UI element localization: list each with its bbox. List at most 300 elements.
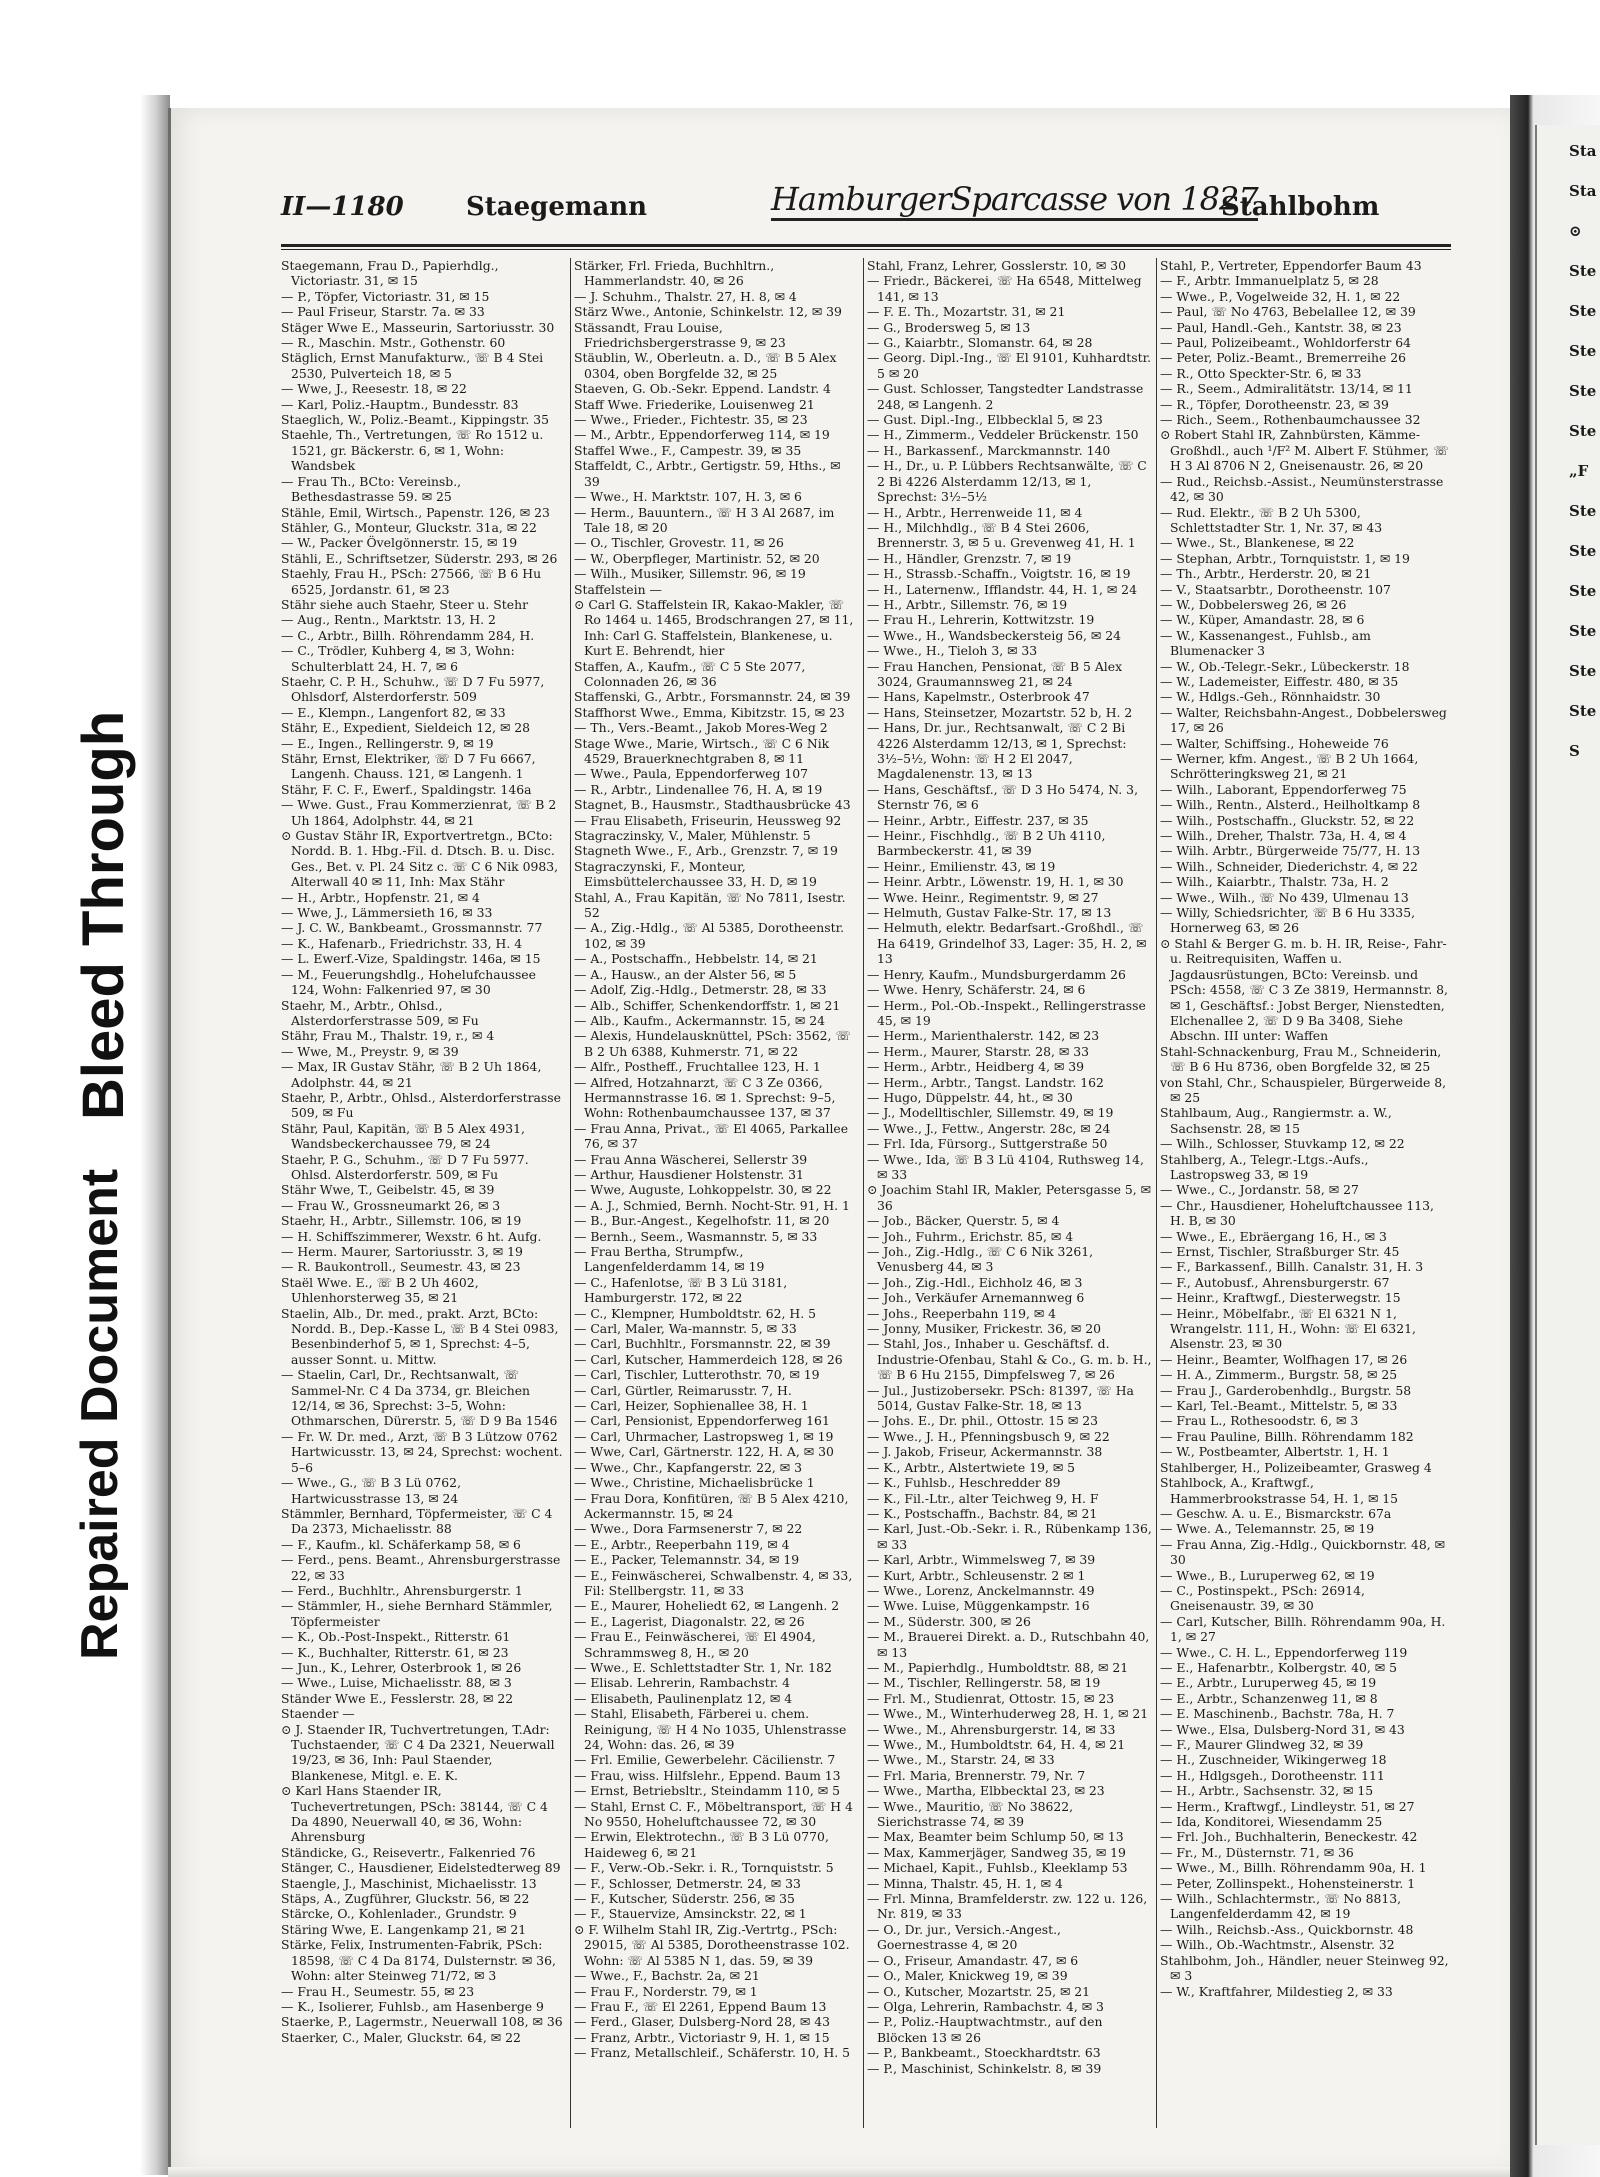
directory-entry: — Wwe., Mauritio, ☏ No 38622, Sierichstrasse 74, ✉ 39 — [867, 1798, 1074, 1830]
directory-entry: — G., Kaiarbtr., Slomanstr. 64, ✉ 28 — [867, 335, 1093, 351]
directory-entry: Staffenski, G., Arbtr., Forsmannstr. 24, ✉ 39 — [574, 689, 851, 705]
directory-entry: Stähr, E., Expedient, Sieldeich 12, ✉ 28 — [281, 720, 531, 736]
directory-entry: — Carl, Uhrmacher, Lastropsweg 1, ✉ 19 — [574, 1428, 834, 1444]
directory-entry: — Bernh., Seem., Wasmannstr. 5, ✉ 33 — [574, 1228, 818, 1244]
directory-entry: — P., Töpfer, Victoriastr. 31, ✉ 15 — [281, 288, 490, 304]
directory-entry: — Wwe. A., Telemannstr. 25, ✉ 19 — [1160, 1521, 1375, 1537]
directory-entry: — F., Schlosser, Detmerstr. 24, ✉ 33 — [574, 1875, 801, 1891]
directory-entry: — Th., Vers.-Beamt., Jakob Mores-Weg 2 — [574, 720, 828, 736]
directory-entry: — Fr., M., Düsternstr. 71, ✉ 36 — [1160, 1844, 1354, 1860]
directory-entry: — Jun., K., Lehrer, Osterbrook 1, ✉ 26 — [281, 1659, 522, 1675]
directory-entry: — A., Postschaffn., Hebbelstr. 14, ✉ 21 — [574, 951, 818, 967]
directory-entry: — W., Kraftfahrer, Mildestieg 2, ✉ 33 — [1160, 1983, 1393, 1999]
directory-entry: Stähr, Paul, Kapitän, ☏ B 5 Alex 4931, Wandsbeckerchaussee 79, ✉ 24 — [281, 1120, 525, 1152]
directory-entry: — Wwe. Luise, Müggenkampstr. 16 — [867, 1598, 1090, 1614]
directory-entry: Staeven, G. Ob.-Sekr. Eppend. Landstr. 4 — [574, 381, 831, 397]
directory-entry: — O., Friseur, Amandastr. 47, ✉ 6 — [867, 1952, 1079, 1968]
directory-entry: — Wilh., Schlosser, Stuvkamp 12, ✉ 22 — [1160, 1136, 1405, 1152]
directory-entry: — Hans, Steinsetzer, Mozartstr. 52 b, H. 2 — [867, 704, 1133, 720]
directory-entry: — W., Postbeamter, Albertstr. 1, H. 1 — [1160, 1444, 1390, 1460]
directory-entry: — W., Kassenangest., Fuhlsb., am Blumenacker 3 — [1160, 627, 1371, 659]
directory-entry: — Wwe., B., Luruperweg 62, ✉ 19 — [1160, 1567, 1375, 1583]
directory-entry: — Frau F., ☏ El 2261, Eppend Baum 13 — [574, 1998, 827, 2014]
directory-entry: — Wwe, J., Reesestr. 18, ✉ 22 — [281, 381, 467, 397]
directory-entry: — Chr., Hausdiener, Hoheluftchaussee 113, H. B, ✉ 30 — [1160, 1197, 1434, 1229]
directory-entry: Staehr, P., Arbtr., Ohlsd., Alsterdorferstrasse 509, ✉ Fu — [281, 1089, 561, 1121]
directory-entry: — Helmuth, Gustav Falke-Str. 17, ✉ 13 — [867, 905, 1112, 921]
directory-entry: Stagraczinsky, V., Maler, Mühlenstr. 5 — [574, 828, 811, 844]
directory-entry: — Joh., Fuhrm., Erichstr. 85, ✉ 4 — [867, 1228, 1074, 1244]
directory-entry: — Peter, Zollinspekt., Hohensteinerstr. 1 — [1160, 1875, 1416, 1891]
directory-entry: — Carl, Gürtler, Reimarusstr. 7, H. — [574, 1382, 792, 1398]
directory-entry: Stämmler, Bernhard, Töpfermeister, ☏ C 4 Da 2373, Michaelisstr. 88 — [281, 1505, 553, 1537]
directory-entry: — E., Feinwäscherei, Schwalbenstr. 4, ✉ 33, Fil: Stellbergstr. 11, ✉ 33 — [574, 1567, 853, 1598]
directory-entry: Staehr, H., Arbtr., Sillemstr. 106, ✉ 19 — [281, 1213, 522, 1229]
directory-entry: — Herm., Arbtr., Heidberg 4, ✉ 39 — [867, 1059, 1085, 1075]
directory-entry: — W., Ob.-Telegr.-Sekr., Lübeckerstr. 18 — [1160, 658, 1410, 674]
directory-entry: — Heinr., Fischhdlg., ☏ B 2 Uh 4110, Barmbeckerstr. 41, ✉ 39 — [867, 828, 1106, 859]
column-3 — [867, 258, 1152, 2133]
directory-entry: — Wilh., Ob.-Wachtmstr., Alsenstr. 32 — [1160, 1937, 1395, 1953]
directory-entry: — Ferd., Buchhltr., Ahrensburgerstr. 1 — [281, 1582, 523, 1598]
header-right-word: Stahlbohm — [1221, 192, 1380, 222]
directory-entry: — W., Hdlgs.-Geh., Rönnhaidstr. 30 — [1160, 689, 1381, 705]
directory-entry: — Hans, Dr. jur., Rechtsanwalt, ☏ C 2 Bi 4226 Alsterdamm 12/13, ✉ 1, Sprechst: 3½–5½, Wohn: ☏ H 2 El 2047, Magdalenenstr. 13, ✉ 13 — [867, 720, 1127, 782]
directory-entry: — E. Maschinenb., Bachstr. 78a, H. 7 — [1160, 1706, 1395, 1722]
directory-entry: — Wwe., M., Billh. Röhrendamm 90a, H. 1 — [1160, 1860, 1427, 1876]
directory-entry: — Carl, Heizer, Sophienallee 38, H. 1 — [574, 1398, 809, 1414]
directory-entry: Stagnet, B., Hausmstr., Stadthausbrücke 43 — [574, 797, 851, 813]
directory-entry: — Wwe., F., Bachstr. 2a, ✉ 21 — [574, 1968, 760, 1984]
directory-entry: — H., Arbtr., Sillemstr. 76, ✉ 19 — [867, 596, 1068, 612]
header-brand-logo: HamburgerSparcasse von 1827 — [771, 180, 1258, 221]
directory-entry: — O., Dr. jur., Versich.-Angest., Goernestrasse 4, ✉ 20 — [867, 1921, 1061, 1953]
directory-entry: — R., Otto Speckter-Str. 6, ✉ 33 — [1160, 365, 1362, 381]
directory-entry: — Minna, Thalstr. 45, H. 1, ✉ 4 — [867, 1875, 1063, 1891]
directory-entry: — Heinr., Arbtr., Eiffestr. 237, ✉ 35 — [867, 812, 1089, 828]
directory-entry: — Paul, Handl.-Geh., Kantstr. 38, ✉ 23 — [1160, 319, 1402, 335]
directory-entry: — Frau H., Seumestr. 55, ✉ 23 — [281, 1983, 475, 1999]
directory-entry: — Ernst, Tischler, Straßburger Str. 45 — [1160, 1244, 1400, 1259]
directory-entry: Stähler, G., Monteur, Gluckstr. 31a, ✉ 22 — [281, 519, 537, 535]
directory-entry: — Henry, Kaufm., Mundsburgerdamm 26 — [867, 966, 1126, 982]
directory-entry: — H., Händler, Grenzstr. 7, ✉ 19 — [867, 550, 1072, 566]
directory-entry: Staehly, Frau H., PSch: 27566, ☏ B 6 Hu 6525, Jordanstr. 61, ✉ 23 — [281, 566, 542, 597]
directory-entry: Stähr Wwe, T., Geibelstr. 45, ✉ 39 — [281, 1182, 495, 1198]
directory-entry: — Ferd., Glaser, Dulsberg-Nord 28, ✉ 43 — [574, 2014, 830, 2030]
directory-entry: — C., Trödler, Kuhberg 4, ✉ 3, Wohn: Schulterblatt 24, H. 7, ✉ 6 — [281, 643, 515, 674]
directory-entry: — Georg. Dipl.-Ing., ☏ El 9101, Kuhhardtstr. 5 ✉ 20 — [867, 350, 1152, 381]
directory-entry: Staffel Wwe., F., Campestr. 39, ✉ 35 — [574, 442, 802, 458]
directory-entry: — A. J., Schmied, Bernh. Nocht-Str. 91, H. 1 — [574, 1197, 850, 1213]
directory-entry: ⊙ Carl G. Staffelstein IR, Kakao-Makler, ☏ Ro 1464 u. 1465, Brodschrangen 27, ✉ 11, Inh: Carl G. Staffelstein, Blankenese, u. Kurt E. Behrendt, hier — [574, 596, 854, 659]
directory-entry: — Wwe., Luise, Michaelisstr. 88, ✉ 3 — [281, 1675, 512, 1691]
directory-entry: — A., Hausw., an der Alster 56, ✉ 5 — [574, 966, 797, 982]
directory-entry: Staehr, C. P. H., Schuhw., ☏ D 7 Fu 5977, Ohlsdorf, Alsterdorferstr. 509 — [281, 673, 545, 705]
directory-entry: — Wilh., Reichsb.-Ass., Quickbornstr. 48 — [1160, 1921, 1414, 1937]
directory-entry: — Willy, Schiedsrichter, ☏ B 6 Hu 3335, Hornerweg 63, ✉ 26 — [1160, 905, 1416, 936]
directory-entry: — Frau F., Norderstr. 79, ✉ 1 — [574, 1983, 758, 1999]
directory-entry: — Wwe., Christine, Michaelisbrücke 1 — [574, 1475, 815, 1491]
directory-entry: — Frau Pauline, Billh. Röhrendamm 182 — [1160, 1428, 1414, 1444]
directory-entry: Staff Wwe. Friederike, Louisenweg 21 — [574, 396, 815, 412]
directory-entry: Ständer Wwe E., Fesslerstr. 28, ✉ 22 — [281, 1690, 514, 1706]
directory-entry: — Herm., Kraftwgf., Lindleystr. 51, ✉ 27 — [1160, 1798, 1415, 1814]
directory-entry: Staehr, P. G., Schuhm., ☏ D 7 Fu 5977. Ohlsd. Alsterdorferstr. 509, ✉ Fu — [281, 1151, 529, 1182]
directory-entry: Staerker, C., Maler, Gluckstr. 64, ✉ 22 — [281, 2029, 521, 2045]
directory-entry: Stähr, Ernst, Elektriker, ☏ D 7 Fu 6667, Langenh. Chauss. 121, ✉ Langenh. 1 — [281, 751, 536, 782]
directory-entry: — Joh., Verkäufer Arnemannweg 6 — [867, 1290, 1085, 1306]
directory-entry: Stähr, F. C. F., Ewerf., Spaldingstr. 146a — [281, 781, 532, 797]
directory-entry: — Heinr., Kraftwgf., Diesterwegstr. 15 — [1160, 1290, 1401, 1306]
directory-entry: — Wilh. Arbtr., Bürgerweide 75/77, H. 13 — [1160, 843, 1421, 859]
directory-entry: — Herm., Pol.-Ob.-Inspekt., Rellingerstrasse 45, ✉ 19 — [867, 997, 1146, 1028]
directory-entry: — V., Staatsarbtr., Dorotheenstr. 107 — [1160, 581, 1391, 597]
directory-entry: — Herm. Maurer, Sartoriusstr. 3, ✉ 19 — [281, 1244, 523, 1259]
directory-entry: — Frau Bertha, Strumpfw., Langenfelderdamm 14, ✉ 19 — [574, 1244, 765, 1275]
directory-entry: — P., Poliz.-Hauptwachtmstr., auf den Blöcken 13 ✉ 26 — [867, 2014, 1103, 2045]
directory-entry: — Wwe., C. H. L., Eppendorferweg 119 — [1160, 1644, 1408, 1660]
column-separator — [1156, 258, 1157, 2128]
directory-entry: — M., Feuerungshdlg., Hohelufchaussee 124, Wohn: Falkenried 97, ✉ 30 — [281, 966, 536, 998]
directory-entry: — Frau Anna Wäscherei, Sellerstr 39 — [574, 1151, 808, 1167]
directory-entry: — H., Laternenw., Ifflandstr. 44, H. 1, ✉ 24 — [867, 581, 1137, 597]
directory-entry: — H., Strassb.-Schaffn., Voigtstr. 16, ✉ 19 — [867, 566, 1131, 582]
directory-entry: — F., Verw.-Ob.-Sekr. i. R., Tornquiststr. 5 — [574, 1860, 834, 1876]
column-separator — [863, 258, 864, 2128]
directory-entry: — M., Süderstr. 300, ✉ 26 — [867, 1613, 1031, 1629]
directory-entry: — Wilh., Schlachtermstr., ☏ No 8813, Langenfelderdamm 42, ✉ 19 — [1160, 1891, 1402, 1922]
directory-entry: — W., Oberpfleger, Martinistr. 52, ✉ 20 — [574, 550, 820, 566]
directory-entry: — R., Arbtr., Lindenallee 76, H. A, ✉ 19 — [574, 781, 823, 797]
directory-entry: — Stephan, Arbtr., Tornquiststr. 1, ✉ 19 — [1160, 550, 1410, 566]
directory-entry: — Paul, Polizeibeamt., Wohldorferstr 64 — [1160, 335, 1411, 351]
directory-entry: — Wilh., Rentn., Alsterd., Heilholtkamp 8 — [1160, 797, 1421, 813]
header-rule — [281, 244, 1451, 247]
directory-entry: — Wwe., C., Jordanstr. 58, ✉ 27 — [1160, 1182, 1359, 1198]
directory-entry: — J. Jakob, Friseur, Ackermannstr. 38 — [867, 1444, 1103, 1460]
directory-entry: — Kurt, Arbtr., Schleusenstr. 2 ✉ 1 — [867, 1567, 1086, 1583]
directory-entry: — H., Hdlgsgeh., Dorotheenstr. 111 — [1160, 1767, 1385, 1783]
directory-entry: — E., Arbtr., Luruperweg 45, ✉ 19 — [1160, 1675, 1377, 1691]
directory-entry: Staeglich, W., Poliz.-Beamt., Kippingstr. 35 — [281, 412, 549, 428]
directory-entry: — O., Kutscher, Mozartstr. 25, ✉ 21 — [867, 1983, 1091, 1999]
directory-entry: Stahlbohm, Joh., Händler, neuer Steinweg 92, ✉ 3 — [1160, 1952, 1449, 1984]
directory-entry: — H., Barkassenf., Marckmannstr. 140 — [867, 442, 1111, 458]
directory-entry: — Alb., Schiffer, Schenkendorffstr. 1, ✉ 21 — [574, 997, 841, 1013]
directory-entry: ⊙ Robert Stahl IR, Zahnbürsten, Kämme-Großhdl., auch ¹/F² M. Albert F. Stühmer, ☏ H 3 Al 8706 N 2, Gneisenaustr. 26, ✉ 20 — [1160, 427, 1449, 474]
directory-entry: Stahl, P., Vertreter, Eppendorfer Baum 43 — [1160, 258, 1422, 273]
directory-entry: — Wilh., Schneider, Diederichstr. 4, ✉ 22 — [1160, 858, 1418, 874]
directory-entry: — Wwe., J. H., Pfenningsbusch 9, ✉ 22 — [867, 1428, 1110, 1444]
directory-entry: — W., Küper, Amandastr. 28, ✉ 6 — [1160, 612, 1365, 628]
directory-entry: — M., Tischler, Rellingerstr. 58, ✉ 19 — [867, 1675, 1101, 1691]
directory-entry: — Jul., Justizobersekr. PSch: 81397, ☏ Ha 5014, Gustav Falke-Str. 18, ✉ 13 — [867, 1382, 1134, 1414]
directory-entry: — Wwe., G., ☏ B 3 Lü 0762, Hartwicusstrasse 13, ✉ 24 — [281, 1475, 462, 1506]
directory-entry: — Heinr., Möbelfabr., ☏ El 6321 N 1, Wrangelstr. 111, H., Wohn: ☏ El 6321, Alsenstr. 23, ✉ 30 — [1160, 1305, 1416, 1352]
directory-entry: — J., Modelltischler, Sillemstr. 49, ✉ 19 — [867, 1105, 1114, 1121]
directory-entry: — H., Zuschneider, Wikingerweg 18 — [1160, 1752, 1387, 1768]
directory-entry: Stagraczynski, F., Monteur, Eimsbüttelerchaussee 33, H. D, ✉ 19 — [574, 858, 817, 890]
directory-entry: — H. A., Zimmerm., Burgstr. 58, ✉ 25 — [1160, 1367, 1398, 1383]
scan-edge — [140, 95, 170, 2175]
directory-entry: — Wwe., Elsa, Dulsberg-Nord 31, ✉ 43 — [1160, 1721, 1405, 1737]
directory-entry: — Hans, Kapelmstr., Osterbrook 47 — [867, 689, 1090, 705]
column-separator — [570, 258, 571, 2128]
directory-entry: — H., Dr., u. P. Lübbers Rechtsanwälte, ☏ C 2 Bi 4226 Alsterdamm 12/13, ✉ 1, Sprechst: 3½–5½ — [867, 458, 1147, 505]
directory-entry: — H., Arbtr., Hopfenstr. 21, ✉ 4 — [281, 889, 480, 905]
directory-entry: — Fr. W. Dr. med., Arzt, ☏ B 3 Lützow 0762 Hartwicusstr. 13, ✉ 24, Sprechst: wochent. 5–6 — [281, 1428, 563, 1475]
directory-entry: Staegemann, Frau D., Papierhdlg., Victoriastr. 31, ✉ 15 — [281, 258, 499, 289]
directory-entry: — Frau Anna, Privat., ☏ El 4065, Parkallee 76, ✉ 37 — [574, 1120, 849, 1152]
directory-entry: ⊙ F. Wilhelm Stahl IR, Zig.-Vertrtg., PSch: 29015, ☏ Al 5385, Dorotheenstrasse 102. Wohn: ☏ Al 5385 N 1, das. 59, ✉ 39 — [574, 1921, 850, 1968]
directory-entry: — Heinr., Emilienstr. 43, ✉ 19 — [867, 858, 1056, 874]
directory-entry: — Wwe., Paula, Eppendorferweg 107 — [574, 766, 809, 782]
directory-entry: — Werner, kfm. Angest., ☏ B 2 Uh 1664, Schrötteringksweg 21, ✉ 21 — [1160, 751, 1419, 782]
directory-entry: — R., Maschin. Mstr., Gothenstr. 60 — [281, 335, 506, 351]
directory-entry: — E., Maurer, Hoheliedt 62, ✉ Langenh. 2 — [574, 1598, 840, 1614]
directory-entry: — E., Lagerist, Diagonalstr. 22, ✉ 26 — [574, 1613, 805, 1629]
directory-entry: — Friedr., Bäckerei, ☏ Ha 6548, Mittelweg 141, ✉ 13 — [867, 273, 1142, 304]
directory-entry: — Frau L., Rothesoodstr. 6, ✉ 3 — [1160, 1413, 1359, 1429]
directory-entry: Staffeldt, C., Arbtr., Gertigstr. 59, Hths., ✉ 39 — [574, 458, 841, 489]
directory-entry: — Frau H., Lehrerin, Kottwitzstr. 19 — [867, 612, 1095, 628]
directory-entry: Stärcke, O., Kohlenlader., Grundstr. 9 — [281, 1906, 517, 1922]
directory-entry: — Frau Dora, Konfitüren, ☏ B 5 Alex 4210, Ackermannstr. 15, ✉ 24 — [574, 1490, 849, 1521]
directory-entry: — E., Hafenarbtr., Kolbergstr. 40, ✉ 5 — [1160, 1659, 1397, 1675]
column-4 — [1160, 258, 1451, 2133]
directory-entry: — Wwe., M., Starstr. 24, ✉ 33 — [867, 1752, 1055, 1768]
directory-entry: — Herm., Arbtr., Tangst. Landstr. 162 — [867, 1074, 1104, 1090]
directory-entry: Stärz Wwe., Antonie, Schinkelstr. 12, ✉ 39 — [574, 304, 842, 320]
directory-entry: — Stämmler, H., siehe Bernhard Stämmler, Töpfermeister — [281, 1598, 553, 1629]
directory-entry: ⊙ Karl Hans Staender IR, Tuchevertretungen, PSch: 38144, ☏ C 4 Da 4890, Neuerwall 40, ✉ 36, Wohn: Ahrensburg — [281, 1783, 548, 1845]
directory-entry: — F., Arbtr. Immanuelplatz 5, ✉ 28 — [1160, 273, 1379, 289]
directory-entry: ⊙ Stahl & Berger G. m. b. H. IR, Reise-, Fahr- u. Reitrequisiten, Waffen u. Jagdausrüstungen, BCto: Vereinsb. und PSch: 4558, ☏ C 3 Ze 3819, Hermannstr. 8, ✉ 1, Geschäftsf.: Jobst Berger, Nienstedten, Elchenallee 2, ☏ D 9 Ba 3408, Siehe Abschn. III unter: Waffen — [1160, 935, 1448, 1044]
directory-entry: Stahl-Schnackenburg, Frau M., Schneiderin, ☏ B 6 Hu 8736, oben Borgfelde 32, ✉ 25 — [1160, 1043, 1442, 1075]
directory-entry: — Wilh., Laborant, Eppendorferweg 75 — [1160, 781, 1407, 797]
directory-entry: Stäublin, W., Oberleutn. a. D., ☏ B 5 Alex 0304, oben Borgfelde 32, ✉ 25 — [574, 350, 837, 381]
directory-entry: Stäring Wwe, E. Langenkamp 21, ✉ 21 — [281, 1921, 527, 1937]
directory-entry: — Jonny, Musiker, Frickestr. 36, ✉ 20 — [867, 1321, 1101, 1337]
directory-entry: — H., Arbtr., Herrenweide 11, ✉ 4 — [867, 504, 1083, 520]
directory-entry: — Karl, Just.-Ob.-Sekr. i. R., Rübenkamp 136, ✉ 33 — [867, 1521, 1152, 1552]
directory-entry: — E., Ingen., Rellingerstr. 9, ✉ 19 — [281, 735, 494, 751]
directory-entry: Staehle, Th., Vertretungen, ☏ Ro 1512 u. 1521, gr. Bäckerstr. 6, ✉ 1, Wohn: Wandsbek — [281, 427, 544, 474]
directory-entry: — Adolf, Zig.-Hdlg., Detmerstr. 28, ✉ 33 — [574, 982, 827, 998]
directory-entry: Stänger, C., Hausdiener, Eidelstedterweg 89 — [281, 1860, 561, 1876]
directory-entry: — Max, Kammerjäger, Sandweg 35, ✉ 19 — [867, 1844, 1126, 1860]
directory-entry: — Franz, Arbtr., Victoriastr 9, H. 1, ✉ 15 — [574, 2029, 830, 2045]
directory-entry: — Wwe., M., Winterhuderweg 28, H. 1, ✉ 21 — [867, 1706, 1149, 1722]
directory-entry: — B., Bur.-Angest., Kegelhofstr. 11, ✉ 20 — [574, 1213, 830, 1229]
directory-entry: — Wwe., Martha, Elbbecktal 23, ✉ 23 — [867, 1783, 1105, 1799]
directory-entry: — Franz, Metallschleif., Schäferstr. 10, H. 5 — [574, 2045, 851, 2061]
directory-entry: — R., Töpfer, Dorotheenstr. 23, ✉ 39 — [1160, 396, 1389, 412]
directory-entry: ⊙ Joachim Stahl IR, Makler, Petersgasse 5, ✉ 36 — [867, 1182, 1152, 1213]
directory-entry: Stahlbock, A., Kraftwgf., Hammerbrookstrasse 54, H. 1, ✉ 15 — [1160, 1475, 1399, 1506]
directory-entry: Stahl, A., Frau Kapitän, ☏ No 7811, Isestr. 52 — [574, 889, 846, 921]
directory-entry: — W., Dobbelersweg 26, ✉ 26 — [1160, 596, 1347, 612]
directory-entry: — Herm., Marienthalerstr. 142, ✉ 23 — [867, 1028, 1100, 1044]
directory-entry: — Wilh., Kaiarbtr., Thalstr. 73a, H. 2 — [1160, 874, 1389, 890]
directory-entry: — Frau Elisabeth, Friseurin, Heussweg 92 — [574, 812, 842, 828]
directory-entry: — Walter, Reichsbahn-Angest., Dobbelersweg 17, ✉ 26 — [1160, 704, 1447, 736]
directory-entry: — Wwe., Wilh., ☏ No 439, Ulmenau 13 — [1160, 889, 1409, 905]
directory-entry: — Th., Arbtr., Herderstr. 20, ✉ 21 — [1160, 566, 1372, 582]
directory-entry: — Herm., Bauuntern., ☏ H 3 Al 2687, im Tale 18, ✉ 20 — [574, 504, 835, 535]
directory-entry: — Wwe., H., Tieloh 3, ✉ 33 — [867, 643, 1038, 659]
directory-entry: — Wwe., Frieder., Fichtestr. 35, ✉ 23 — [574, 412, 808, 428]
directory-entry: — C., Hafenlotse, ☏ B 3 Lü 3181, Hamburgerstr. 172, ✉ 22 — [574, 1274, 788, 1306]
directory-entry: — Max, IR Gustav Stähr, ☏ B 2 Uh 1864, Adolphstr. 44, ✉ 21 — [281, 1059, 542, 1090]
directory-entry: — Wwe., Dora Farmsenerstr 7, ✉ 22 — [574, 1521, 803, 1537]
directory-entry: — Frl. Minna, Bramfelderstr. zw. 122 u. 126, Nr. 819, ✉ 33 — [867, 1891, 1148, 1922]
bleed-through-label: Bleed Through — [71, 710, 136, 1120]
directory-entry: — F., Stauervize, Amsinckstr. 22, ✉ 1 — [574, 1906, 807, 1922]
directory-entry: — Wwe., H., Wandsbeckersteig 56, ✉ 24 — [867, 627, 1121, 643]
directory-entry: — C., Klempner, Humboldtstr. 62, H. 5 — [574, 1305, 816, 1321]
directory-entry: Staerke, P., Lagermstr., Neuerwall 108, ✉ 36 — [281, 2014, 563, 2030]
directory-entry: Staelin, Alb., Dr. med., prakt. Arzt, BCto: Nordd. B., Dep.-Kasse L, ☏ B 4 Stei 0983, Besenbinderhof 5, ✉ 1, Sprechst: 4–5, ausser Sonnt. u. Mittw. — [281, 1305, 559, 1367]
header-rule-thin — [281, 249, 1451, 250]
directory-entry: ⊙ J. Staender IR, Tuchvertretungen, T.Adr: Tuchstaender, ☏ C 4 Da 2321, Neuerwall 19/23, ✉ 36, Inh: Paul Staender, Blankenese, Mitgl. e. E. K. — [281, 1721, 555, 1783]
directory-entry: — Ferd., pens. Beamt., Ahrensburgerstrasse 22, ✉ 33 — [281, 1552, 561, 1583]
directory-entry: — K., Postschaffn., Bachstr. 84, ✉ 21 — [867, 1505, 1098, 1521]
directory-entry: — Frau J., Garderobenhdlg., Burgstr. 58 — [1160, 1382, 1412, 1398]
directory-entry: — Alexis, Hundelausknüttel, PSch: 3562, ☏ B 2 Uh 6388, Kuhmerstr. 71, ✉ 22 — [574, 1028, 851, 1059]
directory-entry: — Elisab. Lehrerin, Rambachstr. 4 — [574, 1675, 791, 1691]
directory-entry: — Wwe, M., Preystr. 9, ✉ 39 — [281, 1043, 459, 1059]
directory-entry: — F., Kutscher, Süderstr. 256, ✉ 35 — [574, 1891, 795, 1907]
directory-entry: — C., Arbtr., Billh. Röhrendamm 284, H. — [281, 627, 535, 643]
directory-entry: — Alb., Kaufm., Ackermannstr. 15, ✉ 24 — [574, 1012, 826, 1028]
directory-entry: — R. Baukontroll., Seumestr. 43, ✉ 23 — [281, 1259, 521, 1275]
directory-entry: — F., Kaufm., kl. Schäferkamp 58, ✉ 6 — [281, 1536, 521, 1552]
directory-entry: — J. Schuhm., Thalstr. 27, H. 8, ✉ 4 — [574, 288, 797, 304]
directory-entry: — Wwe., Lorenz, Anckelmannstr. 49 — [867, 1582, 1095, 1598]
directory-entry: — W., Packer Övelgönnerstr. 15, ✉ 19 — [281, 535, 518, 551]
directory-entry: — Frl. Ida, Fürsorg., Suttgerstraße 50 — [867, 1136, 1108, 1152]
directory-entry: — Erwin, Elektrotechn., ☏ B 3 Lü 0770, Haideweg 6, ✉ 21 — [574, 1829, 829, 1860]
directory-entry: — F., Autobusf., Ahrensburgerstr. 67 — [1160, 1274, 1390, 1290]
directory-entry: — Max, Beamter beim Schlump 50, ✉ 13 — [867, 1829, 1124, 1845]
directory-entry: Stahlberger, H., Polizeibeamter, Grasweg 4 — [1160, 1459, 1432, 1475]
directory-entry: — Joh., Zig.-Hdlg., ☏ C 6 Nik 3261, Venusberg 44, ✉ 3 — [867, 1244, 1094, 1275]
directory-entry: — Frau, wiss. Hilfslehr., Eppend. Baum 13 — [574, 1767, 841, 1783]
directory-entry: — W., Lademeister, Eiffestr. 480, ✉ 35 — [1160, 673, 1399, 689]
directory-entry: — Carl, Kutscher, Hammerdeich 128, ✉ 26 — [574, 1351, 843, 1367]
directory-entry: — Gust. Dipl.-Ing., Elbbecklal 5, ✉ 23 — [867, 412, 1103, 428]
directory-entry: Stärke, Felix, Instrumenten-Fabrik, PSch: 18598, ☏ C 4 Da 8174, Dulsternstr. ✉ 36, Wohn: alter Steinweg 71/72, ✉ 3 — [281, 1937, 556, 1984]
directory-entry: — K., Buchhalter, Ritterstr. 61, ✉ 23 — [281, 1644, 509, 1660]
directory-entry: — Wwe, J., Lämmersieth 16, ✉ 33 — [281, 905, 493, 921]
directory-entry: — H., Zimmerm., Veddeler Brückenstr. 150 — [867, 427, 1139, 443]
directory-entry: ⊙ Gustav Stähr IR, Exportvertretgn., BCto: Nordd. B. 1. Hbg.-Fil. d. Dtsch. B. u. Disc. Ges., Bet. v. Pl. 24 Sitz c. ☏ C 6 Nik 0983, Alterwall 40 ✉ 11, Inh: Max Stähr — [281, 828, 559, 890]
directory-entry: — Rud. Elektr., ☏ B 2 Uh 5300, Schlettstadter Str. 1, Nr. 37, ✉ 43 — [1160, 504, 1383, 535]
directory-entry: Stäps, A., Zugführer, Gluckstr. 56, ✉ 22 — [281, 1891, 530, 1907]
directory-entry: — J. C. W., Bankbeamt., Grossmannstr. 77 — [281, 920, 543, 936]
directory-entry: — A., Zig.-Hdlg., ☏ Al 5385, Dorotheenstr. 102, ✉ 39 — [574, 920, 845, 951]
directory-entry: Stärker, Frl. Frieda, Buchhltrn., Hammerlandstr. 40, ✉ 26 — [574, 258, 775, 289]
directory-entry: Stähr, Frau M., Thalstr. 19, r., ✉ 4 — [281, 1028, 495, 1044]
directory-entry: — Arthur, Hausdiener Holstenstr. 31 — [574, 1166, 804, 1182]
directory-entry: — Wwe., H. Marktstr. 107, H. 3, ✉ 6 — [574, 489, 802, 505]
next-page-fragment: Sta Sta ⊙ Ste Ste Ste Ste Ste „F Ste Ste Ste Ste Ste Ste S — [1569, 142, 1597, 760]
page-header — [281, 180, 1451, 236]
directory-entry: — Carl, Pensionist, Eppendorferweg 161 — [574, 1413, 830, 1429]
directory-entry: Stahlbaum, Aug., Rangiermstr. a. W., Sachsenstr. 28, ✉ 15 — [1160, 1105, 1392, 1136]
directory-entry: — F., Maurer Glindweg 32, ✉ 39 — [1160, 1737, 1364, 1752]
directory-entry: — Helmuth, elektr. Bedarfsart.-Großhdl., ☏ Ha 6419, Grindelhof 33, Lager: 35, H. 2, ✉ 13 — [867, 920, 1147, 967]
directory-entry: — Carl, Kutscher, Billh. Röhrendamm 90a, H. 1, ✉ 27 — [1160, 1613, 1446, 1645]
page-number: II—1180 — [281, 192, 404, 222]
directory-entry: — Carl, Buchhltr., Forsmannstr. 22, ✉ 39 — [574, 1336, 831, 1352]
directory-entry: — Herm., Maurer, Starstr. 28, ✉ 33 — [867, 1043, 1089, 1059]
directory-entry: Stahl, Franz, Lehrer, Gosslerstr. 10, ✉ 30 — [867, 258, 1127, 273]
directory-entry: — Michael, Kapit., Fuhlsb., Kleeklamp 53 — [867, 1860, 1128, 1876]
directory-entry: — M., Papierhdlg., Humboldtstr. 88, ✉ 21 — [867, 1659, 1129, 1675]
directory-entry: — H., Arbtr., Sachsenstr. 32, ✉ 15 — [1160, 1783, 1374, 1799]
document-page — [168, 108, 1510, 2173]
directory-entry: — Wwe., Chr., Kapfangerstr. 22, ✉ 3 — [574, 1459, 802, 1475]
directory-entry: — Paul Friseur, Starstr. 7a. ✉ 33 — [281, 304, 485, 320]
directory-entry: — Wwe., M., Ahrensburgerstr. 14, ✉ 33 — [867, 1721, 1116, 1737]
directory-entry: — Ernst, Betriebsltr., Steindamm 110, ✉ 5 — [574, 1783, 840, 1799]
directory-entry: — K., Hafenarb., Friedrichstr. 33, H. 4 — [281, 935, 523, 951]
directory-entry: Stäger Wwe E., Masseurin, Sartoriusstr. 30 — [281, 319, 555, 335]
directory-entry: — E., Klempn., Langenfort 82, ✉ 33 — [281, 704, 506, 720]
directory-entry: von Stahl, Chr., Schauspieler, Bürgerweide 8, ✉ 25 — [1160, 1074, 1447, 1105]
directory-entry: — Wwe., Ida, ☏ B 3 Lü 4104, Ruthsweg 14, ✉ 33 — [867, 1151, 1144, 1182]
directory-entry: — Gust. Schlosser, Tangstedter Landstrasse 248, ✉ Langenh. 2 — [867, 381, 1144, 412]
directory-entry: — H. Schiffszimmerer, Wexstr. 6 ht. Aufg. — [281, 1228, 542, 1244]
directory-entry: — E., Arbtr., Reeperbahn 119, ✉ 4 — [574, 1536, 790, 1552]
directory-entry: — F., Barkassenf., Billh. Canalstr. 31, H. 3 — [1160, 1259, 1424, 1275]
directory-entry: — Staelin, Carl, Dr., Rechtsanwalt, ☏ Sammel-Nr. C 4 Da 3734, gr. Bleichen 12/14, ✉ 36, Sprechst: 3–5, Wohn: Othmarschen, Dürerstr. 5, ☏ D 9 Ba 1546 — [281, 1367, 558, 1429]
directory-entry: — Heinr. Arbtr., Löwenstr. 19, H. 1, ✉ 30 — [867, 874, 1124, 890]
directory-entry: — Frl. Joh., Buchhalterin, Beneckestr. 42 — [1160, 1829, 1418, 1845]
directory-entry: Stahlberg, A., Telegr.-Ltgs.-Aufs., Lastropsweg 33, ✉ 19 — [1160, 1151, 1369, 1182]
directory-entry: — Carl, Maler, Wa-mannstr. 5, ✉ 33 — [574, 1321, 797, 1337]
directory-entry: — M., Brauerei Direkt. a. D., Rutschbahn 40, ✉ 13 — [867, 1629, 1150, 1660]
directory-entry: — C., Postinspekt., PSch: 26914, Gneisenaustr. 39, ✉ 30 — [1160, 1582, 1365, 1614]
directory-entry: — Wwe. Heinr., Regimentstr. 9, ✉ 27 — [867, 889, 1099, 905]
directory-entry: — H., Milchhdlg., ☏ B 4 Stei 2606, Brennerstr. 3, ✉ 5 u. Grevenweg 41, H. 1 — [867, 519, 1136, 551]
directory-entry: — Geschw. A. u. E., Bismarckstr. 67a — [1160, 1505, 1392, 1521]
directory-entry: — E., Arbtr., Schanzenweg 11, ✉ 8 — [1160, 1690, 1378, 1706]
directory-entry: — O., Tischler, Grovestr. 11, ✉ 26 — [574, 535, 784, 551]
directory-entry: — K., Arbtr., Alstertwiete 19, ✉ 5 — [867, 1459, 1076, 1475]
directory-entry: — Walter, Schiffsing., Hoheweide 76 — [1160, 735, 1389, 751]
column-2 — [574, 258, 859, 2133]
directory-entry: — Wilh., Musiker, Sillemstr. 96, ✉ 19 — [574, 566, 806, 582]
directory-entry: — Hugo, Düppelstr. 44, ht., ✉ 30 — [867, 1089, 1073, 1105]
directory-entry: — K., Isolierer, Fuhlsb., am Hasenberge 9 — [281, 1998, 544, 2014]
directory-entry: — Wwe., J., Fettw., Angerstr. 28c, ✉ 24 — [867, 1120, 1111, 1136]
directory-entry: — Karl, Poliz.-Hauptm., Bundesstr. 83 — [281, 396, 519, 412]
directory-entry: — E., Packer, Telemannstr. 34, ✉ 19 — [574, 1552, 800, 1568]
directory-entry: — G., Brodersweg 5, ✉ 13 — [867, 319, 1031, 335]
directory-entry: Staender — — [281, 1706, 355, 1722]
directory-entry: Staehr, M., Arbtr., Ohlsd., Alsterdorferstrasse 509, ✉ Fu — [281, 997, 479, 1028]
directory-entry: — Frau W., Grossneumarkt 26, ✉ 3 — [281, 1197, 501, 1213]
directory-entry: Stässandt, Frau Louise, Friedrichsbergerstrasse 9, ✉ 23 — [574, 319, 786, 351]
directory-entry: — Wwe, Auguste, Lohkoppelstr. 30, ✉ 22 — [574, 1182, 832, 1198]
directory-entry: — Wwe., M., Humboldtstr. 64, H. 4, ✉ 21 — [867, 1737, 1126, 1752]
directory-entry: — Olga, Lehrerin, Rambachstr. 4, ✉ 3 — [867, 1998, 1104, 2014]
page-bottom-shadow — [168, 2167, 1510, 2177]
